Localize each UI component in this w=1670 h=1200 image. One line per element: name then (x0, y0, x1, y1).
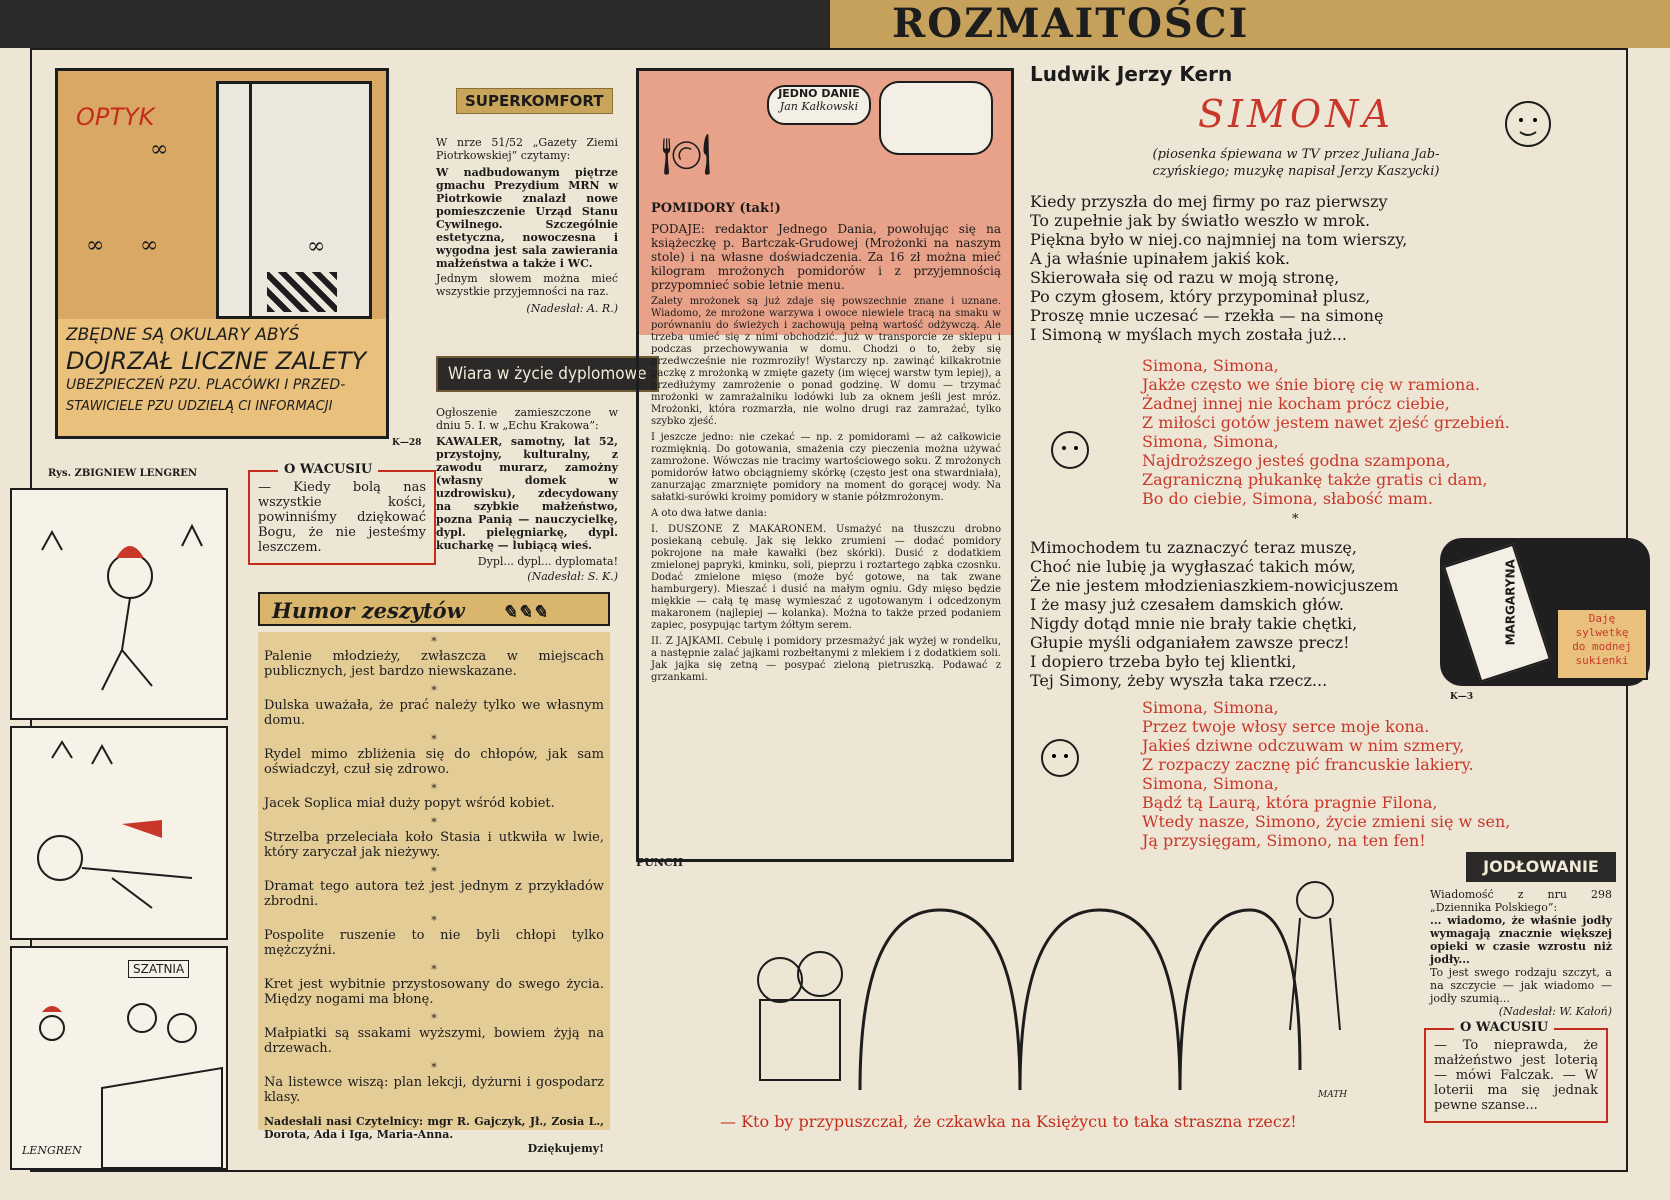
refrain-line: Wtedy nasze, Simono, życie zmieni się w sen, (1142, 812, 1511, 831)
refrain-line: Z rozpaczy zacznę pić francuskie lakiery. (1142, 755, 1474, 774)
margarine-brand: MARGARYNA (1503, 559, 1518, 646)
simona-author: Ludwik Jerzy Kern (1030, 62, 1233, 86)
refrain-line: Simona, Simona, (1142, 356, 1279, 375)
wacusiu-box-1 (248, 462, 436, 565)
humor-senders: Nadesłali nasi Czytelnicy: mgr R. Gajczyk, Jł., Zosia L., Dorota, Ada i Iga, Maria-Anna. (264, 1115, 604, 1141)
jedno-danie-badge (767, 85, 871, 125)
refrain-line: Przez twoje włosy serce moje kona. (1142, 717, 1430, 736)
article-paragraph: A oto dwa łatwe dania: (651, 508, 767, 519)
verse-line: To zupełnie jak by światło weszło w mrok. (1030, 211, 1371, 230)
wiara-quote: KAWALER, samotny, lat 52, przystojny, kulturalny, z zawodu murarz, zamożny (własny domek w uzdrowisku), zdecydowany na szybkie małżeństwo, pozna Panią — nauczycielkę, dypl. pielęgniarkę, dypl. kucharkę — lubiącą wieś. (436, 435, 618, 552)
skating-cartoon-icon (12, 490, 226, 718)
simona-verse-1 (1030, 192, 1407, 344)
ad-code: K—28 (392, 438, 422, 448)
refrain-line: Simona, Simona, (1142, 698, 1279, 717)
humor-heading (258, 592, 610, 626)
verse-divider: * (1292, 512, 1299, 527)
diner-cartoon-icon (879, 81, 993, 155)
star-divider: * (431, 733, 437, 746)
cartoon-panel-1 (10, 488, 228, 720)
verse-line: Tej Simony, żeby wyszła taka rzecz... (1030, 671, 1328, 690)
wiara-article (436, 406, 618, 583)
punch-label: PUNCH (636, 856, 684, 869)
verse-line: I dopiero trzeba było tej klientki, (1030, 652, 1297, 671)
refrain-line: Simona, Simona, (1142, 432, 1279, 451)
wiara-intro: Ogłoszenie zamieszczone w dniu 5. I. w „Echu Krakowa”: (436, 406, 618, 432)
cloakroom-cartoon-icon (12, 948, 226, 1168)
humor-column (258, 632, 610, 1155)
article-title: POMIDORY (tak!) (651, 201, 781, 216)
simona-subtitle (1122, 146, 1470, 180)
top-dark-band (0, 0, 830, 48)
star-divider: * (431, 782, 437, 795)
verse-line: Głupie myśli odganiałem zawsze precz! (1030, 633, 1350, 652)
verse-line: Piękna było w niej.co najmniej na tom wierszy, (1030, 230, 1408, 249)
badge-author: Jan Kałkowski (779, 100, 859, 113)
joke: Na listewce wiszą: plan lekcji, dyżurni i gospodarz klasy. (264, 1075, 604, 1105)
superkomfort-quote: W nadbudowanym piętrze gmachu Prezydium MRN w Piotrkowie znalazł nowe pomieszczenie Urząd Stanu Cywilnego. Szczególnie estetyczna, nowoczesna i wygodna jest sala zawierania małżeństwa a także i WC. (436, 166, 618, 270)
superkomfort-comment: Jednym słowem można mieć wszystkie przyjemności na raz. (436, 272, 618, 298)
simona-title: SIMONA (1198, 92, 1394, 136)
refrain-line: Zagraniczną płukankę także gratis ci dam, (1142, 470, 1488, 489)
star-divider: * (431, 635, 437, 648)
article-paragraph: I jeszcze jedno: nie czekać — np. z pomidorami — aż całkowicie rozmięknią. Do gotowania, smażenia czy pieczenia można używać zamrożone. Wówczas nie tracimy wartościowego soku. Z mrożonych pomidorów łatwo obciągniemy skórkę (często jest ona stwardniała), zanurzając zmarznięte pomidory na moment do gorącej wody. Na sałatki-surówki kroimy pomidory w stanie półzmrożonym. (651, 432, 1001, 503)
article-paragraph: I. DUSZONE Z MAKARONEM. Usmażyć na tłuszczu drobno posiekaną cebulę. Jak się lekko zrumieni — dodać pomidory pokrojone na małe kawałki (bez skórki). Dusić z dodatkiem zmielonej papryki, kminku, soli, pieprzu i roztartego ząbka czosnku. Dodać zmielone mięso (może być gotowe, na tak zwane hamburgery). Mieszać i dusić na małym ogniu. Gdy mięso będzie miękkie — całą tę masę wymieszać z ugotowanym i odcedzonym makaronem (najlepiej — kolanka). Można to także przed podaniem zapiec, posypując tartym żółtym serem. (651, 524, 1001, 631)
refrain-line: Simona, Simona, (1142, 774, 1279, 793)
simona-subtitle-line: czyńskiego; muzykę napisał Jerzy Kaszycki) (1152, 164, 1440, 179)
margaryna-code: K—3 (1450, 692, 1474, 702)
margarine-slogan (1556, 608, 1648, 680)
jodlowanie-intro: Wiadomość z nru 298 „Dziennika Polskiego”: (1430, 888, 1612, 914)
ad-shop-door (216, 81, 372, 319)
star-divider: * (431, 684, 437, 697)
star-divider: * (431, 963, 437, 976)
star-divider: * (431, 865, 437, 878)
superkomfort-sender: (Nadesłał: A. R.) (526, 302, 618, 315)
wiara-heading: Wiara w życie dyplomowe (436, 356, 659, 392)
joke: Palenie młodzieży, zwłaszcza w miejscach publicznych, jest bardzo niewskazane. (264, 649, 604, 679)
joke: Rydel mimo zbliżenia się do chłopów, jak sam oświadczył, czuł się zdrowo. (264, 747, 604, 777)
wacusiu-text-2: — To nieprawda, że małżeństwo jest loterią — mówi Falczak. — W loterii ma się jednak pewne szanse... (1434, 1038, 1598, 1113)
jedno-danie-body (651, 201, 1001, 684)
refrain-line: Żadnej innej nie kocham prócz ciebie, (1142, 394, 1450, 413)
margaryna-ad (1440, 538, 1650, 686)
ad-line-4: STAWICIELE PZU UDZIELĄ CI INFORMACJI (66, 399, 333, 414)
girl-face-icon (1040, 418, 1100, 478)
punch-caption: — Kto by przypuszczał, że czkawka na Księżycu to taka straszna rzecz! (720, 1112, 1297, 1131)
ad-line-2: DOJRZAŁ LICZNE ZALETY (66, 347, 367, 375)
article-lead: PODAJE: redaktor Jednego Dania, powołując się na książeczkę p. Bartczak-Grudowej (Mrożonki na naszym stole) i na własne doświadczenia. Za 16 zł można mieć kilogram mrożonych pomidorów i z przyjemnością przypomnieć sobie letnie menu. (651, 222, 1001, 292)
joke: Kret jest wybitnie przystosowany do swego życia. Między nogami ma błonę. (264, 977, 604, 1007)
refrain-line: Jakże często we śnie biorę cię w ramiona. (1142, 375, 1480, 394)
superkomfort-heading: SUPERKOMFORT (456, 88, 613, 114)
joke: Małpiatki są ssakami wyższymi, bowiem żyją na drzewach. (264, 1026, 604, 1056)
glasses-icon: ∞ (86, 233, 105, 258)
humor-thanks: Dziękujemy! (527, 1142, 604, 1155)
simona-subtitle-line: (piosenka śpiewana w TV przez Juliana Jab- (1152, 147, 1440, 162)
simona-refrain-1 (1142, 356, 1510, 508)
humor-heading-text: Humor zeszytów (272, 598, 465, 623)
joke: Strzelba przeleciała koło Stasia i utkwiła w lwie, który zaryczał jak nieżywy. (264, 830, 604, 860)
glasses-icon: ∞ (307, 234, 326, 259)
jodlowanie-heading: JODŁOWANIE (1466, 852, 1616, 882)
verse-line: I Simoną w myślach mych została już... (1030, 325, 1347, 344)
jedno-danie-article (636, 68, 1014, 862)
jodlowanie-comment: To jest swego rodzaju szczyt, a na szczycie — jak wiadomo — jodły szumią... (1430, 966, 1612, 1005)
joke: Dulska uważała, że prać należy tylko we własnym domu. (264, 698, 604, 728)
cartoon-signature: LENGREN (22, 1144, 82, 1157)
slogan-line: Daję (1588, 612, 1616, 625)
falling-skater-icon (12, 728, 226, 938)
plate-cutlery-icon: 🍽 (661, 132, 712, 178)
badge-title: JEDNO DANIE (778, 87, 860, 100)
verse-line: Kiedy przyszła do mej firmy po raz pierwszy (1030, 192, 1388, 211)
cartoon-credit: Rys. ZBIGNIEW LENGREN (48, 468, 198, 479)
wacusiu-box-2 (1424, 1020, 1608, 1123)
refrain-line: Najdroższego jesteś godna szampona, (1142, 451, 1451, 470)
superkomfort-intro: W nrze 51/52 „Gazety Ziemi Piotrkowskiej” czytamy: (436, 136, 618, 162)
star-divider: * (431, 816, 437, 829)
refrain-line: Jakieś dziwne odczuwam w nim szmery, (1142, 736, 1465, 755)
verse-line: A ja właśnie upinałem jakiś kok. (1030, 249, 1290, 268)
astronaut-cartoon-icon (690, 870, 1370, 1110)
slogan-line: do modnej (1572, 640, 1632, 653)
ad-line-1: ZBĘDNE SĄ OKULARY ABYŚ (66, 325, 300, 345)
joke: Jacek Soplica miał duży popyt wśród kobiet. (264, 796, 555, 811)
masthead-title: ROZMAITOŚCI (892, 0, 1250, 47)
wacusiu-title-2: O WACUSIU (1454, 1020, 1554, 1035)
verse-line: Skierowała się od razu w moją stronę, (1030, 268, 1340, 287)
wacusiu-text-1: — Kiedy bolą nas wszystkie kości, powinniśmy dziękować Bogu, że nie jesteśmy leszczem. (258, 480, 426, 555)
cloakroom-sign: SZATNIA (128, 960, 189, 978)
star-divider: * (431, 1012, 437, 1025)
verse-line: Proszę mnie uczesać — rzekła — na simonę (1030, 306, 1384, 325)
jodlowanie-sender: (Nadesłał: W. Kałoń) (1498, 1005, 1612, 1018)
verse-line: Nigdy dotąd mnie nie brały takie chętki, (1030, 614, 1358, 633)
verse-line: I że masy już czesałem damskich głów. (1030, 595, 1345, 614)
glasses-icon: ∞ (150, 137, 169, 162)
simona-verse-2 (1030, 538, 1398, 690)
verse-line: Że nie jestem młodzieniaszkiem-nowicjuszem (1030, 576, 1399, 595)
cartoon-panel-3 (10, 946, 228, 1170)
refrain-line: Z miłości gotów jestem nawet zjeść grzebień. (1142, 413, 1510, 432)
optyk-sign: OPTYK (76, 103, 155, 131)
girl-face-icon (1030, 728, 1090, 788)
refrain-line: Bądź tą Laurą, która pragnie Filona, (1142, 793, 1438, 812)
star-divider: * (431, 1061, 437, 1074)
wiara-sender: (Nadesłał: S. K.) (527, 570, 618, 583)
margarine-package-icon (1443, 544, 1551, 683)
article-paragraph: Zalety mrożonek są już zdaje się powszechnie znane i uznane. Wiadomo, że mrożone warzywa i owoce niewiele tracą na smaku w porównaniu do świeżych i zachowują pełną wartość odżywczą. Ale trzeba umieć się z nimi obchodzić. Już w transporcie ze sklepu i podczas przechowywania w domu. Chodzi o to, żeby się przedwcześnie nie rozmroziły! Wystarczy np. zawinąć kilkakrotnie paczkę z mrożonką w zmięte gazety (im więcej warstw tym lepiej), a przedłużymy zamrożenie o ponad godzinę. W domu — trzymać mrożonki w zamrażalniku lodówki lub za oknem jeśli jest mróz. Mrożonki, która rozmarzła, nie wolno drugi raz zamrażać, tylko szybko zjeść. (651, 296, 1001, 427)
ad-line-3: UBEZPIECZEŃ PZU. PLACÓWKI I PRZED- (66, 377, 346, 393)
verse-line: Choć nie lubię ja wygłaszać takich mów, (1030, 557, 1356, 576)
girl-face-icon (1488, 92, 1568, 152)
wacusiu-title-1: O WACUSIU (278, 462, 378, 477)
slogan-line: sylwetkę (1575, 626, 1629, 639)
joke: Pospolite ruszenie to nie byli chłopi tylko mężczyźni. (264, 928, 604, 958)
article-paragraph: II. Z JAJKAMI. Cebulę i pomidory przesmażyć jak wyżej w rondelku, a następnie zalać jajkami rozbełtanymi z mlekiem i z dodatkiem soli. Jak jajka się zetną — posypać zieloną pietruszką. Podawać z grzankami. (651, 636, 1001, 683)
optyk-ad (55, 68, 389, 439)
punch-signature: MATH (1318, 1090, 1348, 1100)
refrain-line: Bo do ciebie, Simona, słabość mam. (1142, 489, 1433, 508)
notebook-icon: ✎✎✎ (502, 602, 548, 623)
slogan-line: sukienki (1575, 654, 1629, 667)
joke: Dramat tego autora też jest jednym z przykładów zbrodni. (264, 879, 604, 909)
wiara-comment: Dypl... dypl... dyplomata! (477, 555, 618, 568)
jodlowanie-article (1430, 888, 1612, 1018)
verse-line: Po czym głosem, który przypominał plusz, (1030, 287, 1371, 306)
cartoon-panel-2 (10, 726, 228, 940)
verse-line: Mimochodem tu zaznaczyć teraz muszę, (1030, 538, 1357, 557)
jodlowanie-quote: ... wiadomo, że właśnie jodły wymagają znacznie większej opieki w czasie wzrostu niż jodły... (1430, 914, 1612, 966)
refrain-line: Ją przysięgam, Simono, na ten fen! (1142, 831, 1426, 850)
simona-refrain-2 (1142, 698, 1510, 850)
glasses-icon: ∞ (140, 233, 159, 258)
superkomfort-article (436, 136, 618, 315)
star-divider: * (431, 914, 437, 927)
